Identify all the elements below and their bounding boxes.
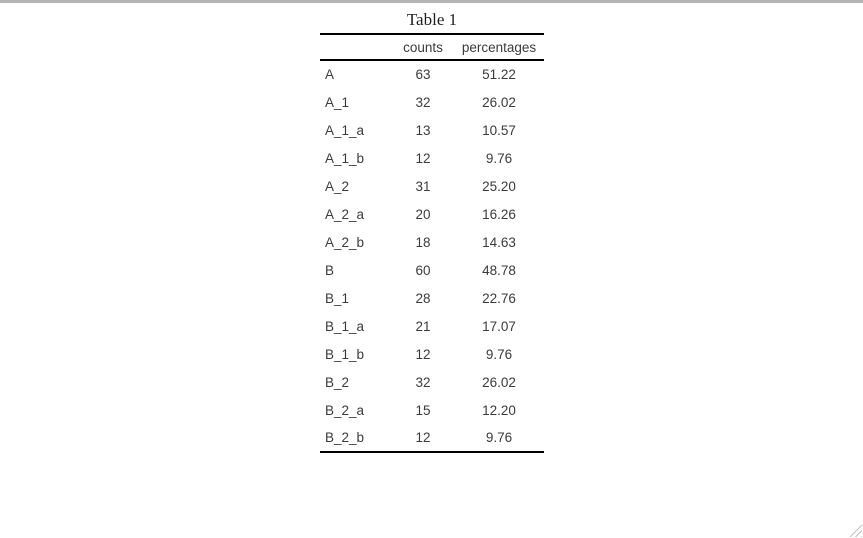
row-label-cell: B_1_a	[325, 318, 365, 334]
percentage-cell: 26.02	[482, 374, 516, 390]
counts-cell: 15	[415, 402, 431, 418]
row-label-cell: A	[325, 67, 335, 82]
header-label-empty	[320, 34, 392, 60]
table-row	[320, 396, 544, 424]
percentage-cell: 9.76	[485, 430, 513, 445]
table-row	[320, 116, 544, 144]
row-label-cell: B_1	[325, 290, 350, 306]
counts-cell: 60	[415, 262, 431, 278]
counts-cell: 20	[415, 206, 431, 222]
table-row	[320, 88, 544, 116]
row-label-cell: A_1_a	[325, 122, 365, 138]
percentage-cell: 16.26	[482, 206, 516, 222]
header-counts: counts	[403, 39, 443, 55]
counts-cell: 63	[415, 67, 431, 82]
top-window-border	[0, 0, 863, 3]
row-label-cell: B	[325, 262, 335, 278]
row-label-cell: B_1_b	[325, 346, 365, 362]
percentage-cell: 26.02	[482, 94, 516, 110]
percentage-cell: 48.78	[482, 262, 516, 278]
percentage-cell: 51.22	[482, 67, 516, 82]
table-row	[320, 284, 544, 312]
percentage-cell: 9.76	[485, 150, 513, 166]
counts-cell: 13	[415, 122, 431, 138]
table-row	[320, 200, 544, 228]
table-row	[320, 340, 544, 368]
row-label-cell: A_1	[325, 94, 350, 110]
row-label-cell: A_2_a	[325, 206, 365, 222]
table-row	[320, 228, 544, 256]
row-label-cell: A_2	[325, 178, 350, 194]
table-row	[320, 172, 544, 200]
table-caption: Table 1	[406, 10, 458, 29]
percentage-cell: 10.57	[482, 122, 516, 138]
percentage-cell: 25.20	[482, 178, 516, 194]
counts-cell: 12	[415, 346, 431, 362]
row-label-cell: B_2_b	[325, 430, 365, 445]
row-label-cell: B_2	[325, 374, 350, 390]
counts-cell: 32	[415, 94, 431, 110]
table-row	[320, 256, 544, 284]
row-label-cell: B_2_a	[325, 402, 365, 418]
counts-cell: 12	[415, 430, 431, 445]
table-row	[320, 312, 544, 340]
percentage-cell: 14.63	[482, 234, 516, 250]
resize-grip-icon[interactable]	[849, 524, 862, 537]
counts-cell: 31	[415, 178, 431, 194]
percentage-cell: 22.76	[482, 290, 516, 306]
header-row	[320, 34, 544, 60]
header-percentages: percentages	[461, 39, 537, 55]
percentage-cell: 12.20	[482, 402, 516, 418]
counts-cell: 12	[415, 150, 431, 166]
data-table	[320, 33, 544, 453]
percentage-cell: 17.07	[482, 318, 516, 334]
counts-cell: 28	[415, 290, 431, 306]
table-body	[320, 60, 544, 452]
table-row	[320, 368, 544, 396]
table-row	[320, 424, 544, 452]
counts-cell: 32	[415, 374, 431, 390]
table-row	[320, 144, 544, 172]
table-1-container	[320, 9, 544, 453]
row-label-cell: A_2_b	[325, 234, 365, 250]
counts-cell: 18	[415, 234, 431, 250]
percentage-cell: 9.76	[485, 346, 513, 362]
row-label-cell: A_1_b	[325, 150, 365, 166]
table-row	[320, 60, 544, 88]
counts-cell: 21	[415, 318, 431, 334]
